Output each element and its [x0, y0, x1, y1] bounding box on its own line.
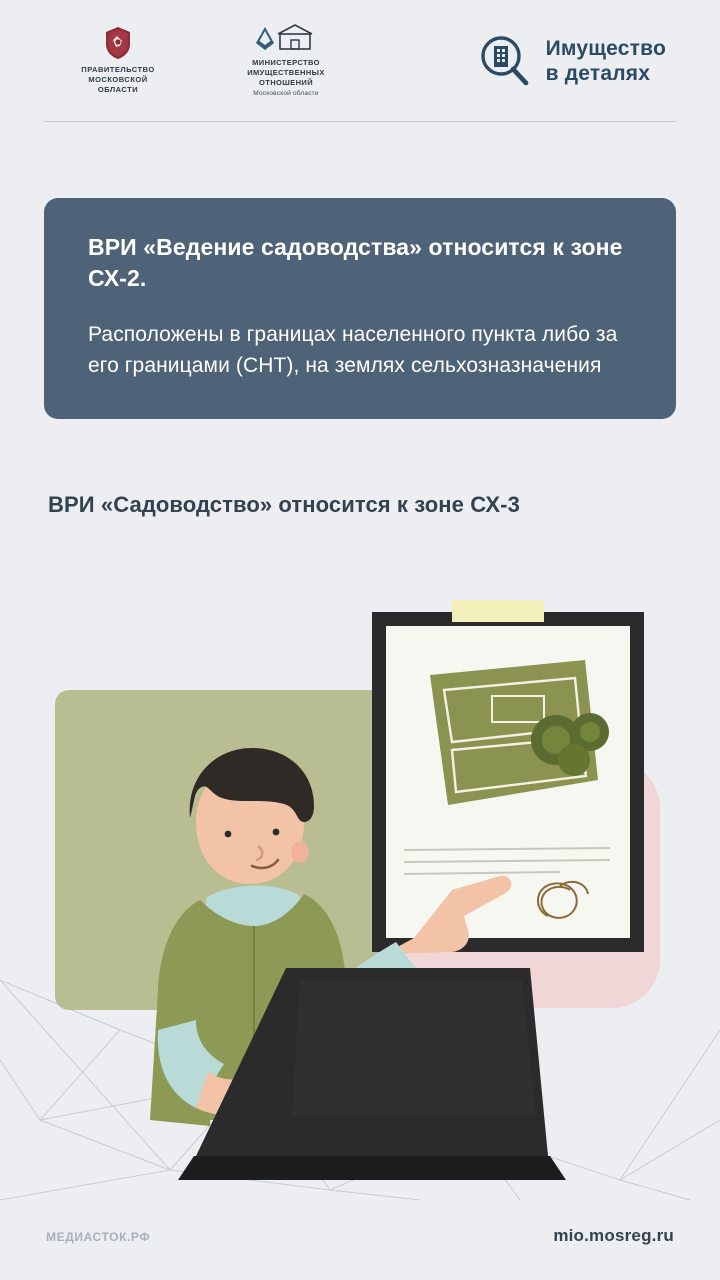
ministry-logo-line3: ОТНОШЕНИЙ — [258, 78, 313, 88]
gov-logo-line1: ПРАВИТЕЛЬСТВО — [81, 64, 155, 74]
ministry-emblem-icon — [254, 23, 318, 53]
brand-block — [476, 33, 676, 89]
ministry-logo-sub: Московской области — [253, 90, 319, 98]
footer-website-label: mio.mosreg.ru — [553, 1226, 674, 1245]
ministry-logo-line2: ИМУЩЕСТВЕННЫХ — [247, 68, 325, 78]
gov-logo — [62, 27, 174, 95]
header-divider — [44, 121, 676, 122]
brand-line2: в деталях — [545, 62, 651, 85]
header-inner — [0, 0, 720, 110]
magnifier-building-icon — [476, 33, 532, 89]
gov-logo-line2: МОСКОВСКОЙ — [88, 74, 148, 84]
ministry-logo-line1: МИНИСТЕРСТВО — [252, 57, 320, 67]
callout-title: ВРИ «Ведение садоводства» относится к зоне СХ-2. — [88, 234, 623, 292]
subhead-text: ВРИ «Садоводство» относится к зоне СХ-3 — [48, 492, 520, 517]
sticky-note — [452, 600, 544, 622]
illustration — [0, 560, 720, 1200]
gov-logo-line3: ОБЛАСТИ — [97, 85, 139, 95]
ministry-logo-text — [247, 58, 325, 99]
ministry-logo — [202, 23, 370, 99]
footer-source-label: МЕДИАСТОК.РФ — [46, 1230, 151, 1244]
gov-logo-text — [81, 65, 154, 95]
moscow-region-coat-of-arms-icon — [105, 27, 131, 59]
brand-line1: Имущество — [545, 36, 666, 60]
callout-body: Расположены в границах населенного пункта либо за его границами (СНТ), на землях сельхозназначения — [88, 323, 618, 377]
brand-text — [546, 36, 666, 86]
footer — [0, 1206, 720, 1280]
header — [0, 0, 720, 130]
callout-card — [44, 198, 676, 419]
